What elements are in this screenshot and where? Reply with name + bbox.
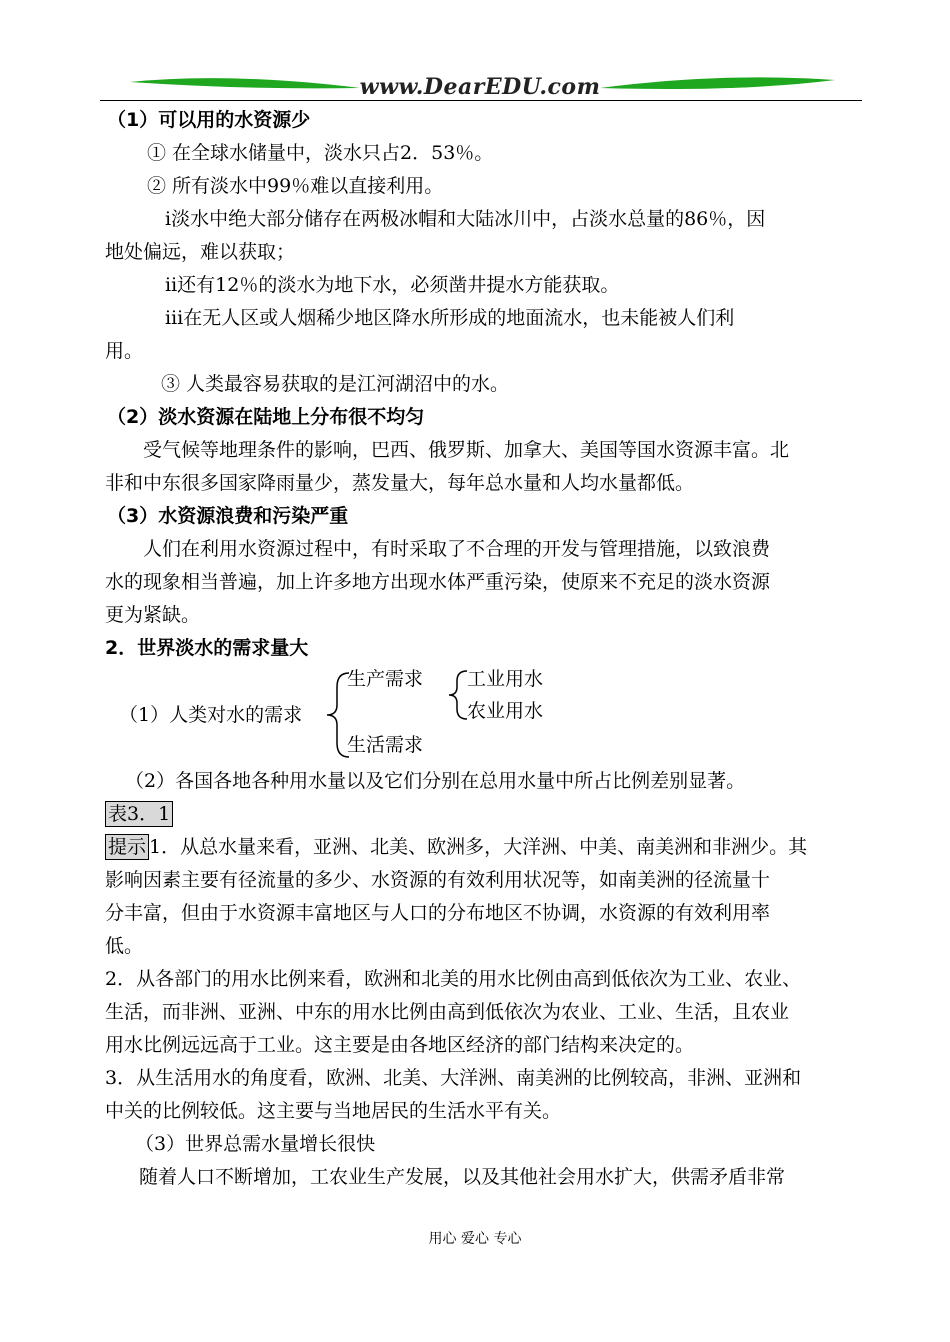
document-body	[105, 104, 865, 1194]
paragraph: 更为紧缺。	[105, 604, 201, 626]
section-1-title: （1）可以用的水资源少	[107, 109, 311, 131]
paragraph: ⅲ在无人区或人烟稀少地区降水所形成的地面流水，也未能被人们利	[165, 307, 735, 329]
section-2-title: （2）淡水资源在陆地上分布很不均匀	[107, 406, 425, 428]
tree-leaf-industry: 工业用水	[467, 668, 544, 690]
paragraph: 随着人口不断增加，工农业生产发展，以及其他社会用水扩大，供需矛盾非常	[139, 1166, 786, 1188]
heading-2: 2．世界淡水的需求量大	[105, 637, 309, 659]
paragraph: ③ 人类最容易获取的是江河湖沼中的水。	[161, 373, 510, 395]
tree-leaf-agriculture: 农业用水	[467, 700, 544, 722]
hint-line	[105, 831, 865, 864]
paragraph: 分丰富，但由于水资源丰富地区与人口的分布地区不协调，水资源的有效利用率	[105, 902, 771, 924]
paragraph: 2．从各部门的用水比例来看，欧洲和北美的用水比例由高到低依次为工业、农业、	[105, 968, 802, 990]
tree-root: （1）人类对水的需求	[119, 704, 303, 726]
paragraph: ⅱ还有12％的淡水为地下水，必须凿井提水方能获取。	[165, 274, 620, 296]
table-reference-line	[105, 798, 865, 831]
paragraph: 用水比例远远高于工业。这主要是由各地区经济的部门结构来决定的。	[105, 1034, 695, 1056]
paragraph: 水的现象相当普遍，加上许多地方出现水体严重污染，使原来不充足的淡水资源	[105, 571, 771, 593]
paragraph: ⅰ淡水中绝大部分储存在两极冰帽和大陆冰川中，占淡水总量的86％，因	[165, 208, 766, 230]
paragraph: 中关的比例较低。这主要与当地居民的生活水平有关。	[105, 1100, 562, 1122]
paragraph: 地处偏远，难以获取；	[105, 241, 296, 263]
paragraph: ① 在全球水储量中，淡水只占2．53％。	[147, 142, 494, 164]
header-rule	[100, 100, 862, 101]
paragraph: （3）世界总需水量增长很快	[135, 1133, 376, 1155]
tree-branch-living: 生活需求	[347, 734, 424, 756]
tree-branch-production: 生产需求	[347, 668, 424, 690]
logo-text[interactable]: www.DearEDU.com	[359, 74, 601, 100]
paragraph: （2）各国各地各种用水量以及它们分别在总用水量中所占比例差别显著。	[125, 770, 746, 792]
demand-tree	[105, 665, 865, 765]
paragraph: ② 所有淡水中99％难以直接利用。	[147, 175, 444, 197]
section-3-title: （3）水资源浪费和污染严重	[107, 505, 349, 527]
paragraph: 影响因素主要有径流量的多少、水资源的有效利用状况等，如南美洲的径流量十	[105, 869, 771, 891]
page-footer: 用心 爱心 专心	[428, 1231, 522, 1247]
table-ref-box[interactable]: 表3．1	[105, 801, 173, 827]
paragraph: 非和中东很多国家降雨量少，蒸发量大，每年总水量和人均水量都低。	[105, 472, 695, 494]
paragraph: 用。	[105, 340, 144, 362]
paragraph: 人们在利用水资源过程中，有时采取了不合理的开发与管理措施，以致浪费	[143, 538, 771, 560]
paragraph: 1．从总水量来看，亚洲、北美、欧洲多，大洋洲、中美、南美洲和非洲少。其	[149, 836, 808, 858]
paragraph: 3．从生活用水的角度看，欧洲、北美、大洋洲、南美洲的比例较高，非洲、亚洲和	[105, 1067, 802, 1089]
paragraph: 受气候等地理条件的影响，巴西、俄罗斯、加拿大、美国等国水资源丰富。北	[143, 439, 790, 461]
hint-label-box[interactable]: 提示	[105, 834, 149, 860]
paragraph: 生活，而非洲、亚洲、中东的用水比例由高到低依次为农业、工业、生活，且农业	[105, 1001, 790, 1023]
paragraph: 低。	[105, 935, 144, 957]
